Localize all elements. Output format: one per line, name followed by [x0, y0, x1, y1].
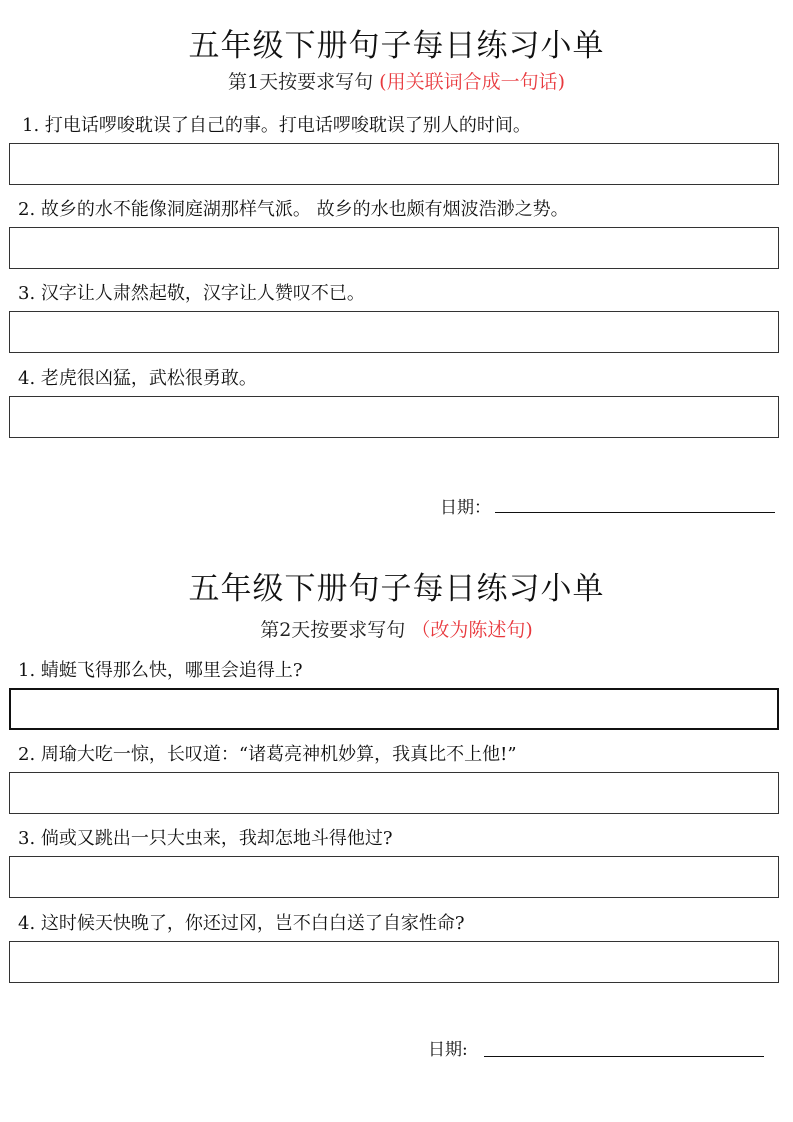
- question-3: 3. 倘或又跳出一只大虫来，我却怎地斗得他过?: [18, 828, 393, 849]
- date-label: 日期:: [428, 1040, 468, 1060]
- answer-box-1[interactable]: [9, 143, 779, 185]
- page-title: 五年级下册句子每日练习小单: [188, 28, 605, 64]
- date-field[interactable]: [484, 1056, 764, 1057]
- subtitle-text: 第1天按要求写句: [228, 71, 374, 93]
- question-1: 1. 打电话啰唆耽误了自己的事。打电话啰唆耽误了别人的时间。: [22, 115, 531, 136]
- question-3: 3. 汉字让人肃然起敬，汉字让人赞叹不已。: [18, 283, 365, 304]
- answer-box-3[interactable]: [9, 856, 779, 898]
- question-2: 2. 故乡的水不能像洞庭湖那样气派。 故乡的水也颇有烟波浩渺之势。: [18, 199, 569, 220]
- instruction-hint: （改为陈述句): [411, 619, 533, 641]
- answer-box-3[interactable]: [9, 311, 779, 353]
- question-1: 1. 蜻蜓飞得那么快，哪里会追得上?: [18, 660, 303, 681]
- subtitle-text: 第2天按要求写句: [260, 619, 406, 641]
- question-4: 4. 这时候天快晚了，你还过冈，岂不白白送了自家性命?: [18, 913, 465, 934]
- answer-box-4[interactable]: [9, 396, 779, 438]
- subtitle: [0, 70, 793, 94]
- question-4: 4. 老虎很凶猛，武松很勇敢。: [18, 368, 257, 389]
- subtitle: [0, 618, 793, 642]
- answer-box-4[interactable]: [9, 941, 779, 983]
- answer-box-1[interactable]: [9, 688, 779, 730]
- instruction-hint: (用关联词合成一句话): [379, 71, 565, 93]
- date-label: 日期：: [440, 498, 491, 518]
- question-2: 2. 周瑜大吃一惊，长叹道：“诸葛亮神机妙算，我真比不上他!”: [18, 744, 517, 765]
- answer-box-2[interactable]: [9, 772, 779, 814]
- date-field[interactable]: [495, 512, 775, 513]
- answer-box-2[interactable]: [9, 227, 779, 269]
- page-title: 五年级下册句子每日练习小单: [188, 571, 605, 607]
